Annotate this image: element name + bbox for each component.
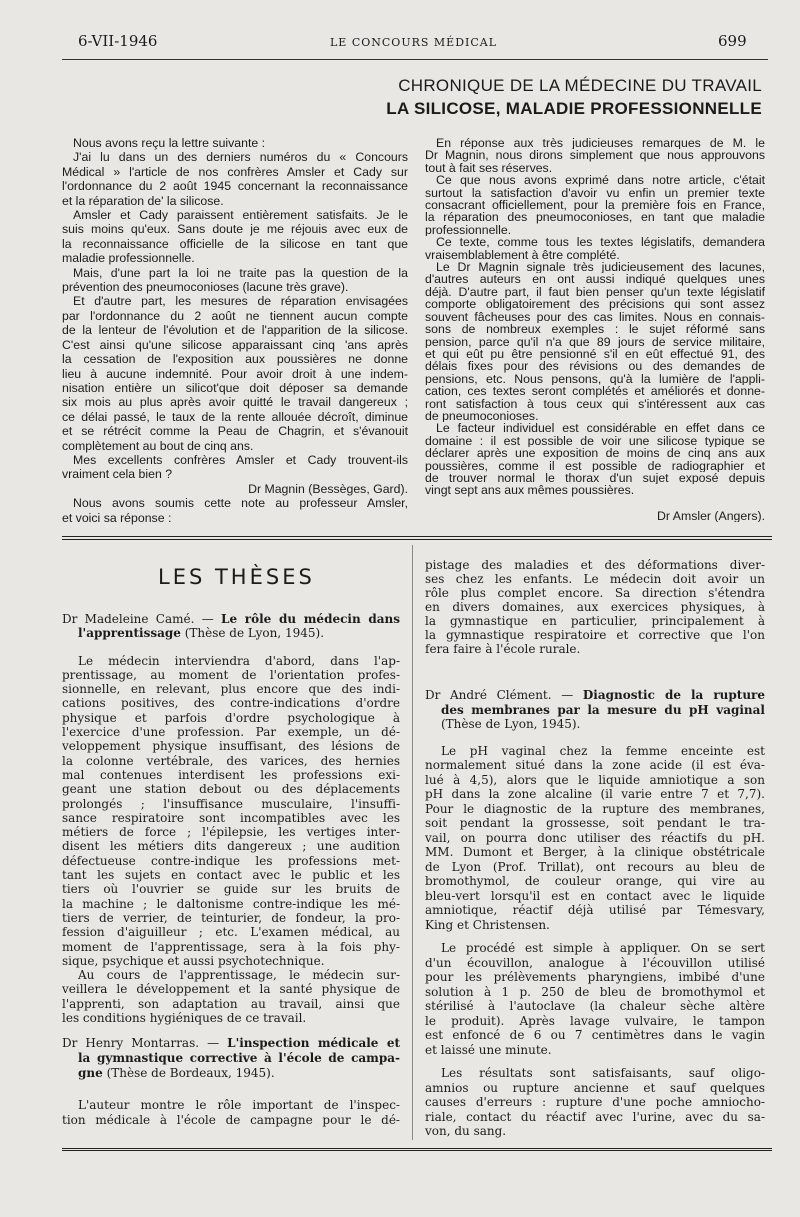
text-line: MM. Dumont et Berger, à la clinique obstétricale [425, 845, 765, 859]
text-line: et la réparation de' la silicose. [62, 193, 224, 208]
text-line: suis moins qu'eux. Sans doute je me réjouis avec eux de [62, 222, 408, 237]
signature: Dr Magnin (Bessèges, Gard). [248, 481, 408, 496]
text-line: pension, parce qu'il n'a que 89 jours de service militaire, [425, 335, 765, 348]
text-line: Amsler et Cady paraissent entièrement satisfaits. Je le [73, 208, 408, 223]
text-line: tiers où l'ouvrier se guide sur les bruits de [62, 882, 400, 897]
text-line: ce délai passé, le taux de la rente allouée décroît, diminue [62, 409, 408, 424]
header-page-number: 699 [718, 32, 747, 50]
column-divider [412, 545, 413, 1140]
text-line: et laissé une minute. [425, 1042, 552, 1057]
text-line: tion médicale à l'école de campagne pour le dé- [62, 1113, 400, 1127]
text-line: J'ai lu dans un des derniers numéros du « Concours [73, 150, 408, 165]
text-line: ses chez les enfants. Le médecin doit avoir un [425, 572, 765, 586]
text-line: Dr Magnin, nous dirons simplement que nous approuvons [425, 149, 765, 162]
text-line: la machine ; le daltonisme contre-indique les mé- [62, 896, 400, 911]
text-line: la gymnastique respiratoire et corrective que l'on [425, 628, 765, 642]
text-line: de Lyon (Prof. Trillat), ont recours au bleu de [425, 859, 765, 874]
text-line: Nous avons soumis cette note au professeur Amsler, [73, 496, 408, 511]
text-line: la colonne vertébrale, des varices, des hernies [62, 753, 400, 768]
thesis-title: Diagnostic de la rupture [582, 688, 765, 702]
text-line: Le médecin interviendra d'abord, dans l'ap- [78, 653, 400, 668]
thesis-author-ref: (Thèse de Bordeaux, 1945). [102, 1066, 275, 1080]
thesis-author-ref: Dr Henry Montarras. — [62, 1036, 228, 1050]
text-line: rôle plus complet encore. Sa direction s'étendra [425, 586, 765, 600]
text-line: C'est ainsi qu'une silicose apparaissant cinq 'ans après [62, 337, 408, 352]
text-line: tout à fait ses réserves. [425, 161, 553, 175]
thesis-heading-line [425, 717, 765, 732]
text-line: geant une station debout ou des déplacements [62, 782, 400, 797]
text-line: d'autres auteurs en ont aussi indiqué quelques unes [425, 273, 765, 286]
text-line: prévention des pneumoconioses (lacune très grave). [62, 280, 349, 295]
thesis-author-ref: (Thèse de Lyon, 1945). [180, 626, 325, 641]
text-line: souvent fâcheuses pour des cas limites. Nous en connais- [425, 310, 765, 324]
text-line: en divers domaines, aux exercices physiques, à [425, 600, 765, 614]
text-line: vail, on pourra donc utiliser des réactifs du pH. [425, 830, 765, 845]
text-line: tant les sujets en contact avec le public et les [62, 868, 400, 883]
thesis-entry-continued [425, 558, 765, 656]
text-line: Le procédé est simple à appliquer. On se sert [441, 941, 765, 955]
text-line: lué à 4,5), alors que le liquide amniotique a son [425, 772, 765, 787]
text-line: King et Christensen. [425, 917, 550, 932]
thesis-heading-line [62, 1036, 400, 1051]
text-line: maladie professionnelle. [62, 251, 195, 266]
text-line: et voici sa réponse : [62, 510, 172, 525]
text-line: amniotique, réactif déjà utilisé par Témesvary, [425, 903, 765, 917]
text-line: vraisemblablement à être complété. [425, 248, 620, 262]
text-line: mal contenues interdisent les professions exi- [62, 767, 400, 782]
text-line: ront satisfaction à tous ceux qui s'intéressent aux cas [425, 397, 765, 410]
text-line: six mois au plus après avoir quitté le travail dangereux ; [62, 395, 408, 410]
text-line: L'auteur montre le rôle important de l'inspec- [78, 1098, 400, 1112]
text-line: consacrant officiellement, pour la première fois en France, [425, 199, 765, 212]
text-line: et qui eût pu être pensionné s'il en eût effectué 91, des [425, 347, 765, 361]
text-line: disent les métiers dits dangereux ; une audition [62, 839, 400, 854]
text-line: prolongés ; l'insuffisance musculaire, l'insuffi- [62, 796, 400, 811]
text-line: surtout la satisfaction d'avoir vu enfin un premier texte [425, 186, 765, 200]
text-line: tiers de verrier, de teinturier, de fondeur, la pro- [62, 910, 400, 925]
text-line: pistage des maladies et des déformations diver- [425, 558, 765, 572]
text-line: sique, psychique et aussi psychotechnique. [62, 953, 325, 968]
text-line: l'ordonnance du 2 août 1945 concernant la reconnaissance [62, 179, 408, 194]
text-line: pour les prélèvements pharyngiens, imbibé d'une [425, 970, 765, 984]
thesis-entry [425, 688, 765, 1139]
thesis-title: Le rôle du médecin dans [221, 612, 400, 626]
spacer [425, 497, 765, 510]
text-line: Le pH vaginal chez la femme enceinte est [441, 743, 765, 758]
text-line: Ce texte, comme tous les textes législatifs, demandera [436, 236, 765, 249]
text-line: bleu-vert lorsqu'il est en contact avec le liquide [425, 888, 765, 903]
thesis-heading-line [425, 688, 765, 703]
article-title: LA SILICOSE, MALADIE PROFESSIONNELLE [386, 99, 762, 118]
text-line: délais fixes pour des révisions ou des demandes de [425, 360, 765, 373]
text-line: est enfoncé de 6 ou 7 centimètres dans le vagin [425, 1028, 765, 1042]
thesis-author-ref: Dr André Clément. — [425, 688, 583, 702]
text-line: pensions, etc. Nous pensons, qu'à la lumière de l'appli- [425, 372, 765, 386]
spacer [62, 1081, 400, 1098]
text-line: fession d'aiguilleur ; etc. L'examen médical, au [62, 925, 400, 940]
text-line: déclarer après une exposition de moins de cinq ans aux [425, 447, 765, 460]
text-line: prentissage, au moment de l'orientation profes- [62, 667, 400, 682]
header-rule [62, 59, 768, 60]
thesis-title: L'inspection médicale et [227, 1036, 400, 1050]
theses-heading: LES THÈSES [158, 565, 315, 589]
spacer [62, 641, 400, 654]
text-line: Le Dr Magnin signale très judicieusement des lacunes, [436, 261, 765, 274]
text-line: comporte obligatoirement des précisions qui sont assez [425, 298, 765, 311]
text-line: physique et parfois d'ordre psychologique à [62, 710, 400, 725]
text-line: cations positives, des contre-indications d'ordre [62, 696, 400, 711]
text-line: de trouver normal le thorax d'un sujet exposé depuis [425, 471, 765, 485]
text-line: veloppement physique insuffisant, des lésions de [62, 739, 400, 754]
text-line: complètement au bout de cinq ans. [62, 438, 254, 453]
text-line: Les résultats sont satisfaisants, sauf oligo- [441, 1066, 765, 1080]
text-line: sionnelle, en relevant, plus encore que des indi- [62, 682, 400, 697]
thesis-title: la gymnastique corrective à l'école de campa- [78, 1051, 400, 1065]
text-line: Au cours de l'apprentissage, le médecin sur- [78, 968, 400, 983]
thesis-entry [62, 1036, 400, 1128]
text-line: la gymnastique en particulier, principalement à [425, 614, 765, 628]
thesis-author-ref: (Thèse de Lyon, 1945). [441, 717, 581, 731]
text-line: riale, contact du réactif avec l'urine, avec du sa- [425, 1109, 765, 1124]
thesis-heading-line [62, 1051, 400, 1066]
text-line: lieu à aucune indemnité. Pour avoir droit à une indem- [62, 366, 408, 381]
thesis-heading-line [62, 626, 400, 640]
text-line: causes d'erreurs : rupture d'une poche amniocho- [425, 1095, 765, 1109]
thesis-entry [62, 612, 400, 1025]
text-line: Pour le diagnostic de la rupture des membranes, [425, 801, 765, 816]
text-line: Mes excellents confrères Amsler et Cady trouvent-ils [73, 452, 408, 467]
thesis-heading-line [425, 703, 765, 718]
text-line: Mais, d'une part la loi ne traite pas la question de la [73, 265, 408, 280]
text-line: Le facteur individuel est considérable en effet dans ce [436, 422, 765, 435]
footer-rule [62, 1148, 772, 1151]
text-line: le produit). Après lavage vulvaire, le tampon [425, 1013, 765, 1028]
text-line: la réparation des pneumoconioses, en tant que maladie [425, 211, 765, 224]
text-line: l'exercice d'une profession. Par exemple, un dé- [62, 725, 400, 740]
text-line: métiers de force ; l'épilepsie, les vertiges inter- [62, 825, 400, 840]
thesis-title: l'apprentissage [78, 626, 181, 641]
text-line: nisation entière un silicot'que doit déposer sa demande [62, 380, 408, 395]
text-line: normalement situé dans la zone acide (il est éva- [425, 758, 765, 772]
text-line: veillera le développement et la santé physique de [62, 982, 400, 997]
text-line: Ce que nous avons exprimé dans notre article, c'était [436, 174, 765, 187]
thesis-author-ref: Dr Madeleine Camé. — [62, 612, 222, 626]
header-date: 6-VII-1946 [78, 32, 158, 50]
text-line: soit pendant la grossesse, soit pendant le tra- [425, 816, 765, 830]
text-line: pH dans la zone alcaline (il varie entre 7 et 7,7). [425, 787, 765, 801]
text-line: Et d'autre part, les mesures de réparation envisagées [73, 294, 408, 309]
spacer [425, 932, 765, 941]
text-line: domaine : il est possible de voir une silicose typique se [425, 434, 765, 448]
text-line: bromothymol, de couleur orange, qui vire au [425, 874, 765, 888]
text-line: En réponse aux très judicieuses remarques de M. le [436, 137, 765, 150]
text-line: la cessation de l'exposition aux poussières ne donne [62, 352, 408, 367]
text-line: la reconnaissance officielle de la silicose en tant que [62, 236, 408, 251]
text-line: de pneumoconioses. [425, 409, 539, 423]
text-line: fera faire à l'école rurale. [425, 642, 581, 656]
text-line: moment de l'apprentissage, sera à la fois phy- [62, 939, 400, 954]
thesis-title: des membranes par la mesure du pH vaginal [441, 702, 765, 717]
thesis-heading-line [62, 1066, 400, 1081]
text-line: professionnelle. [425, 223, 512, 237]
text-line: de la lenteur de l'évolution et de l'apparition de la silicose. [62, 323, 408, 338]
text-line: sance respiratoire sont incompatibles avec les [62, 810, 400, 825]
section-divider [62, 536, 772, 540]
text-line: amnios ou rupture ancienne et sauf quelques [425, 1080, 765, 1095]
thesis-title: gne [78, 1066, 103, 1080]
letter-column [62, 136, 408, 525]
text-line: vraiment cela bien ? [62, 467, 173, 482]
response-column [425, 137, 765, 522]
text-line: cation, ces textes seront complétés et améliorés et donne- [425, 385, 765, 398]
signature: Dr Amsler (Angers). [657, 509, 765, 523]
text-line: poussières, comme il est possible de radiographier et [425, 459, 765, 472]
text-line: stérilisé à l'autoclave (la chaleur sèche altère [425, 999, 765, 1013]
text-line: et se rétrécit comme la Peau de Chagrin, et s'évanouit [62, 424, 408, 439]
text-line: d'un écouvillon, analogue à l'écouvillon utilisé [425, 955, 765, 970]
text-line: sons de nombreux exemples : le sujet réformé sans [425, 323, 765, 336]
text-line: Médical » l'article de nos confrères Amsler et Cady sur [62, 164, 408, 179]
text-line: l'apprenti, son adaptation au travail, ainsi que [62, 996, 400, 1011]
section-title: CHRONIQUE DE LA MÉDECINE DU TRAVAIL [398, 76, 762, 95]
text-line: von, du sang. [425, 1124, 507, 1138]
text-line: défectueuse contre-indique les professions met- [62, 853, 400, 868]
spacer [425, 1057, 765, 1066]
text-line: déjà. D'autre part, il faut bien penser qu'un texte législatif [425, 285, 765, 299]
text-line: vingt sept ans aux mêmes poussières. [425, 484, 635, 497]
text-line: Nous avons reçu la lettre suivante : [73, 136, 266, 150]
text-line: les conditions hygiéniques de ce travail. [62, 1011, 307, 1026]
text-line: par l'ordonnance du 2 août ne tiennent aucun compte [62, 308, 408, 323]
header-journal: LE CONCOURS MÉDICAL [330, 36, 498, 49]
text-line: solution à 1 p. 250 de bleu de bromothymol et [425, 984, 765, 999]
spacer [425, 732, 765, 744]
thesis-heading-line [62, 612, 400, 626]
